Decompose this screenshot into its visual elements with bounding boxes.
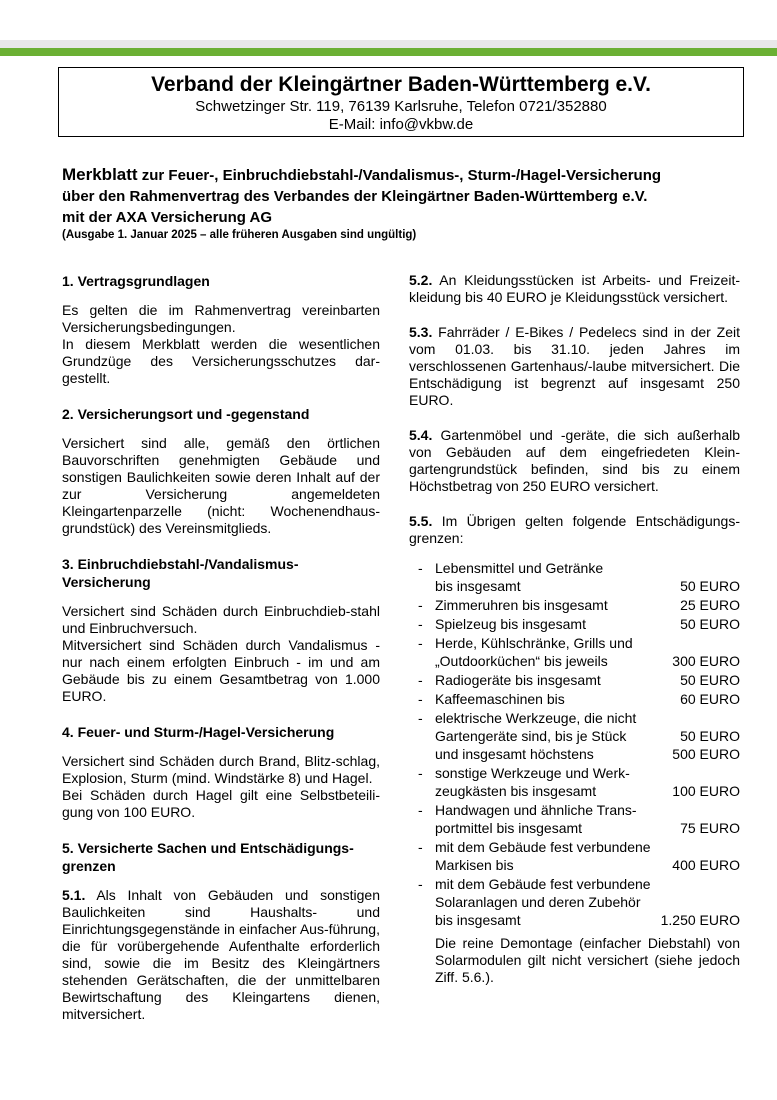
- limit-description: Spielzeug bis insgesamt: [435, 616, 586, 632]
- limit-line: [435, 819, 740, 837]
- list-dash: -: [418, 672, 423, 688]
- limit-amount: 50 EURO: [680, 728, 740, 744]
- limit-line: [435, 652, 740, 670]
- title-word: Merkblatt: [62, 165, 138, 184]
- subsection-number: 5.1.: [62, 887, 86, 903]
- limit-line: [435, 745, 740, 763]
- paragraph: In diesem Merkblatt werden die wesentlichen Grundzüge des Versicherungsschutzes dar-gestellt.: [62, 336, 380, 386]
- limit-description: Handwagen und ähnliche Trans-: [435, 802, 637, 818]
- organization-address: Schwetzinger Str. 119, 76139 Karlsruhe, Telefon 0721/352880: [195, 98, 607, 115]
- subsection-5-5: [409, 513, 740, 547]
- subsection-5-1: [62, 887, 380, 1023]
- limit-line: [435, 856, 740, 874]
- limit-description: sonstige Werkzeuge und Werk-: [435, 765, 630, 781]
- organization-email: E-Mail: info@vkbw.de: [328, 116, 474, 133]
- document-title-block: [62, 164, 742, 243]
- limit-description: Markisen bis: [435, 857, 514, 873]
- limit-item: [409, 559, 740, 595]
- subsection-5-4: [409, 427, 740, 495]
- edition-note: (Ausgabe 1. Januar 2025 – alle früheren Ausgaben sind ungültig): [62, 229, 417, 241]
- list-dash: -: [418, 616, 423, 632]
- subsection-number: 5.3.: [409, 324, 433, 340]
- letterhead: [58, 67, 744, 137]
- limit-amount: [660, 801, 740, 819]
- limit-line: [435, 596, 740, 614]
- limit-item: [409, 764, 740, 800]
- limit-description: Lebensmittel und Getränke: [435, 560, 604, 576]
- limit-item: [409, 801, 740, 837]
- subsection-5-2: [409, 272, 740, 306]
- left-column: [62, 272, 380, 1041]
- limit-item: [409, 709, 740, 763]
- limit-amount: 60 EURO: [680, 691, 740, 707]
- limit-description: bis insgesamt: [435, 912, 521, 928]
- limit-line: [435, 709, 740, 727]
- limit-line: [435, 893, 740, 911]
- limit-line: [435, 634, 740, 652]
- paragraph: Mitversichert sind Schäden durch Vandalismus - nur nach einem erfolgten Einbruch - im und am Gebäude bis zu einem Gesamtbetrag von 1.000 EURO.: [62, 637, 380, 704]
- limit-description: Kaffeemaschinen bis: [435, 691, 565, 707]
- list-dash: -: [418, 839, 423, 855]
- section-heading: 4. Feuer- und Sturm-/Hagel-Versicherung: [62, 724, 335, 740]
- section-1: [62, 272, 380, 387]
- limit-amount: [660, 838, 740, 856]
- limit-amount: 100 EURO: [672, 783, 740, 799]
- list-dash: -: [418, 560, 423, 576]
- limit-description: Solaranlagen und deren Zubehör: [435, 894, 641, 910]
- limit-item: [409, 634, 740, 670]
- limit-line: [435, 782, 740, 800]
- right-column: [409, 272, 740, 986]
- limit-item: [409, 875, 740, 929]
- list-dash: -: [418, 691, 423, 707]
- subsection-text: Gartenmöbel und -geräte, die sich außerhalb von Gebäuden auf dem eingefriedeten Klein-gartengrundstück befinden, sind bis zu einem Höchstbetrag von 250 EURO versichert.: [409, 427, 740, 494]
- limit-item: [409, 671, 740, 689]
- limit-description: mit dem Gebäude fest verbundene: [435, 839, 651, 855]
- limit-line: [435, 577, 740, 595]
- section-5: [62, 839, 380, 1023]
- limit-line: [435, 838, 740, 856]
- limit-description: Herde, Kühlschränke, Grills und: [435, 635, 633, 651]
- subsection-text: Fahrräder / E-Bikes / Pedelecs sind in der Zeit vom 01.03. bis 31.10. jeden Jahres im verschlossenen Gartenhaus/-laube mitversichert. Die Entschädigung ist begrenzt auf insgesamt 250 EURO.: [409, 324, 740, 408]
- limit-description: und insgesamt höchstens: [435, 746, 594, 762]
- organization-name: Verband der Kleingärtner Baden-Württemberg e.V.: [151, 73, 651, 96]
- title-rest: zur Feuer-, Einbruchdiebstahl-/Vandalismus-, Sturm-/Hagel-Versicherung: [137, 167, 662, 184]
- limit-description: bis insgesamt: [435, 578, 521, 594]
- list-dash: -: [418, 710, 423, 726]
- limit-line: [435, 875, 740, 893]
- limit-description: portmittel bis insgesamt: [435, 820, 583, 836]
- limit-description: Gartengeräte sind, bis je Stück: [435, 728, 627, 744]
- limit-description: mit dem Gebäude fest verbundene: [435, 876, 651, 892]
- top-green-bar: [0, 48, 777, 56]
- top-gray-bar: [0, 40, 777, 48]
- limit-amount: 400 EURO: [672, 857, 740, 873]
- limit-line: [435, 801, 740, 819]
- limit-amount: 75 EURO: [680, 820, 740, 836]
- limit-line: [435, 559, 740, 577]
- limit-item: [409, 615, 740, 633]
- limit-amount: 500 EURO: [672, 746, 740, 762]
- title-line-3: mit der AXA Versicherung AG: [62, 209, 273, 226]
- limit-line: [435, 727, 740, 745]
- list-dash: -: [418, 765, 423, 781]
- limit-description: Radiogeräte bis insgesamt: [435, 672, 601, 688]
- limit-amount: 50 EURO: [680, 672, 740, 688]
- limit-amount: 25 EURO: [680, 597, 740, 613]
- paragraph: Versichert sind Schäden durch Brand, Blitz-schlag, Explosion, Sturm (mind. Windstärke 8) und Hagel.: [62, 753, 380, 786]
- section-heading: 1. Vertragsgrundlagen: [62, 273, 210, 289]
- limit-description: „Outdoorküchen“ bis jeweils: [435, 653, 608, 669]
- subsection-number: 5.2.: [409, 272, 433, 288]
- limit-amount: 300 EURO: [672, 653, 740, 669]
- subsection-number: 5.5.: [409, 513, 433, 529]
- paragraph: Versichert sind alle, gemäß den örtlichen Bauvorschriften genehmigten Gebäude und sonstigen Baulichkeiten sowie deren Inhalt auf der zur Versicherung angemeldeten Kleingartenparzelle (nicht: Wochenendhaus-grundstück) des Vereinsmitglieds.: [62, 435, 380, 536]
- section-heading: 5. Versicherte Sachen und Entschädigungs-grenzen: [62, 840, 354, 874]
- limit-description: zeugkästen bis insgesamt: [435, 783, 597, 799]
- compensation-limits-list: [409, 559, 740, 929]
- limit-item: [409, 596, 740, 614]
- list-dash: -: [418, 876, 423, 892]
- limit-line: [435, 615, 740, 633]
- section-heading: 2. Versicherungsort und -gegenstand: [62, 406, 310, 422]
- limit-item: [409, 838, 740, 874]
- limit-amount: [660, 559, 740, 577]
- section-2: [62, 405, 380, 537]
- document-title: [62, 164, 742, 186]
- limit-amount: 50 EURO: [680, 578, 740, 594]
- paragraph: Es gelten die im Rahmenvertrag vereinbarten Versicherungsbedingungen.: [62, 302, 380, 335]
- section-3: [62, 555, 380, 705]
- limit-amount: 1.250 EURO: [660, 912, 740, 928]
- limit-line: [435, 671, 740, 689]
- subsection-text: Als Inhalt von Gebäuden und sonstigen Baulichkeiten sind Haushalts- und Einrichtungsgegenstände in einfacher Aus-führung, die für vorübergehende Aufenthalte erforderlich sind, sowie die im Besitz des Kleingärtners stehenden Gerätschaften, die der unmittelbaren Bewirtschaftung des Kleingartens dienen, mitversichert.: [62, 887, 380, 1022]
- section-4: [62, 723, 380, 821]
- paragraph: Versichert sind Schäden durch Einbruchdieb-stahl und Einbruchversuch.: [62, 603, 380, 636]
- paragraph: Bei Schäden durch Hagel gilt eine Selbstbeteili-gung von 100 EURO.: [62, 787, 380, 820]
- list-dash: -: [418, 597, 423, 613]
- limit-amount: [660, 709, 740, 727]
- limit-amount: [660, 875, 740, 893]
- limit-line: [435, 911, 740, 929]
- list-dash: -: [418, 635, 423, 651]
- limit-amount: [660, 634, 740, 652]
- title-line-2: über den Rahmenvertrag des Verbandes der Kleingärtner Baden-Württemberg e.V.: [62, 188, 648, 205]
- subsection-number: 5.4.: [409, 427, 433, 443]
- limit-amount: 50 EURO: [680, 616, 740, 632]
- limit-amount: [660, 893, 740, 911]
- list-dash: -: [418, 802, 423, 818]
- solar-note: Die reine Demontage (einfacher Diebstahl) von Solarmodulen gilt nicht versichert (siehe jedoch Ziff. 5.6.).: [435, 935, 740, 985]
- subsection-5-3: [409, 324, 740, 409]
- section-heading: 3. Einbruchdiebstahl-/Vandalismus-Versicherung: [62, 556, 299, 590]
- limit-description: Zimmeruhren bis insgesamt: [435, 597, 608, 613]
- subsection-text: Im Übrigen gelten folgende Entschädigungs-grenzen:: [409, 513, 740, 546]
- limit-line: [435, 764, 740, 782]
- limit-line: [435, 690, 740, 708]
- limit-amount: [660, 764, 740, 782]
- limit-description: elektrische Werkzeuge, die nicht: [435, 710, 637, 726]
- limit-item: [409, 690, 740, 708]
- subsection-text: An Kleidungsstücken ist Arbeits- und Freizeit-kleidung bis 40 EURO je Kleidungsstück versichert.: [409, 272, 740, 305]
